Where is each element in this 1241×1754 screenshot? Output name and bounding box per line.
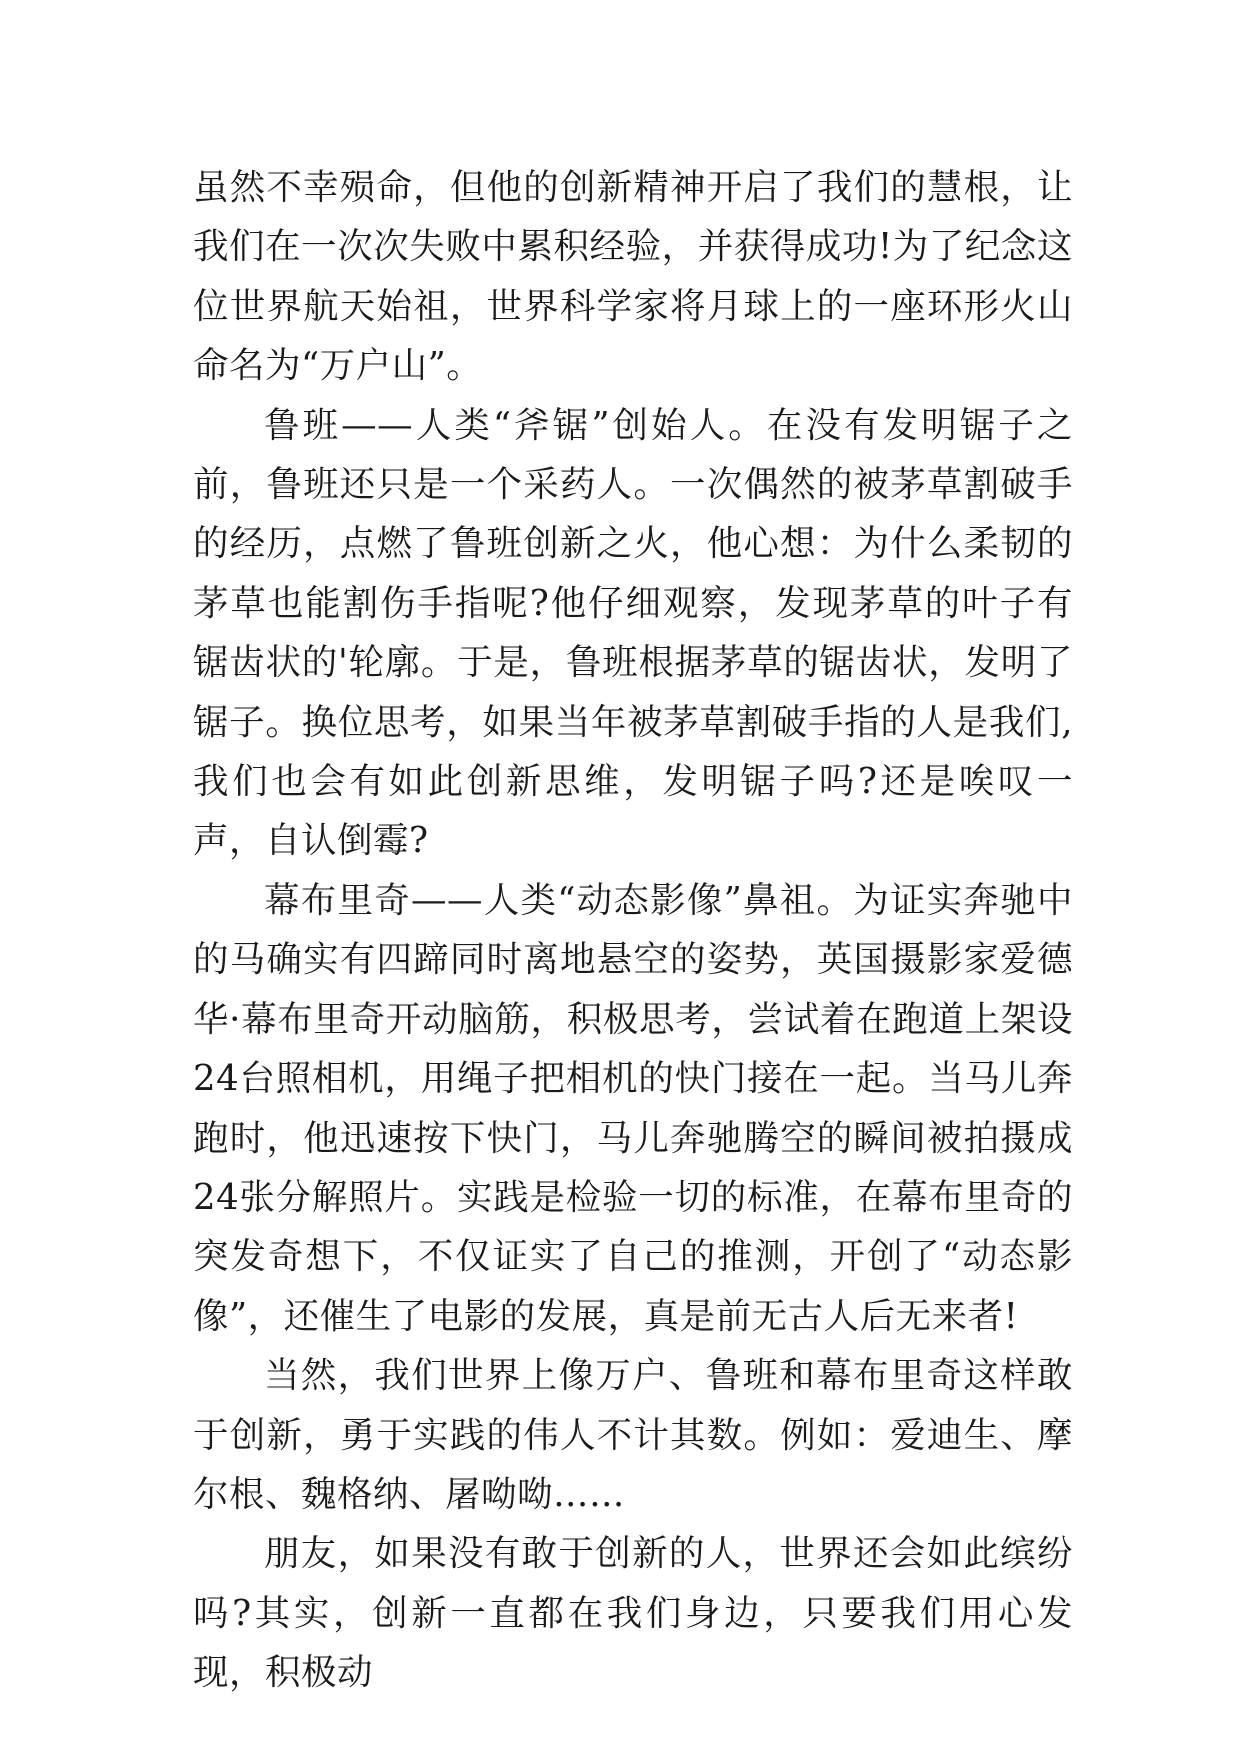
- paragraph-3: 幕布里奇——人类“动态影像”鼻祖。为证实奔驰中的马确实有四蹄同时离地悬空的姿势，英国摄影家爱德华·幕布里奇开动脑筋，积极思考，尝试着在跑道上架设24台照相机，用绳子把相机的快门接在一起。当马儿奔跑时，他迅速按下快门，马儿奔驰腾空的瞬间被拍摄成24张分解照片。实践是检验一切的标准，在幕布里奇的突发奇想下，不仅证实了自己的推测，开创了“动态影像”，还催生了电影的发展，真是前无古人后无来者!: [193, 879, 1073, 1337]
- paragraph-5: 朋友，如果没有敢于创新的人，世界还会如此缤纷吗?其实，创新一直都在我们身边，只要我们用心发现，积极动: [193, 1533, 1073, 1694]
- document-body: [193, 158, 1073, 1703]
- paragraph-1: 虽然不幸殒命，但他的创新精神开启了我们的慧根，让我们在一次次失败中累积经验，并获得成功!为了纪念这位世界航天始祖，世界科学家将月球上的一座环形火山命名为“万户山”。: [193, 167, 1073, 387]
- paragraph-2: 鲁班——人类“斧锯”创始人。在没有发明锯子之前，鲁班还只是一个采药人。一次偶然的被茅草割破手的经历，点燃了鲁班创新之火，他心想：为什么柔韧的茅草也能割伤手指呢?他仔细观察，发现茅草的叶子有锯齿状的'轮廓。于是，鲁班根据茅草的锯齿状，发明了锯子。换位思考，如果当年被茅草割破手指的人是我们,我们也会有如此创新思维，发明锯子吗?还是唉叹一声，自认倒霉?: [193, 404, 1073, 862]
- paragraph-4: 当然，我们世界上像万户、鲁班和幕布里奇这样敢于创新，勇于实践的伟人不计其数。例如：爱迪生、摩尔根、魏格纳、屠呦呦……: [193, 1355, 1073, 1515]
